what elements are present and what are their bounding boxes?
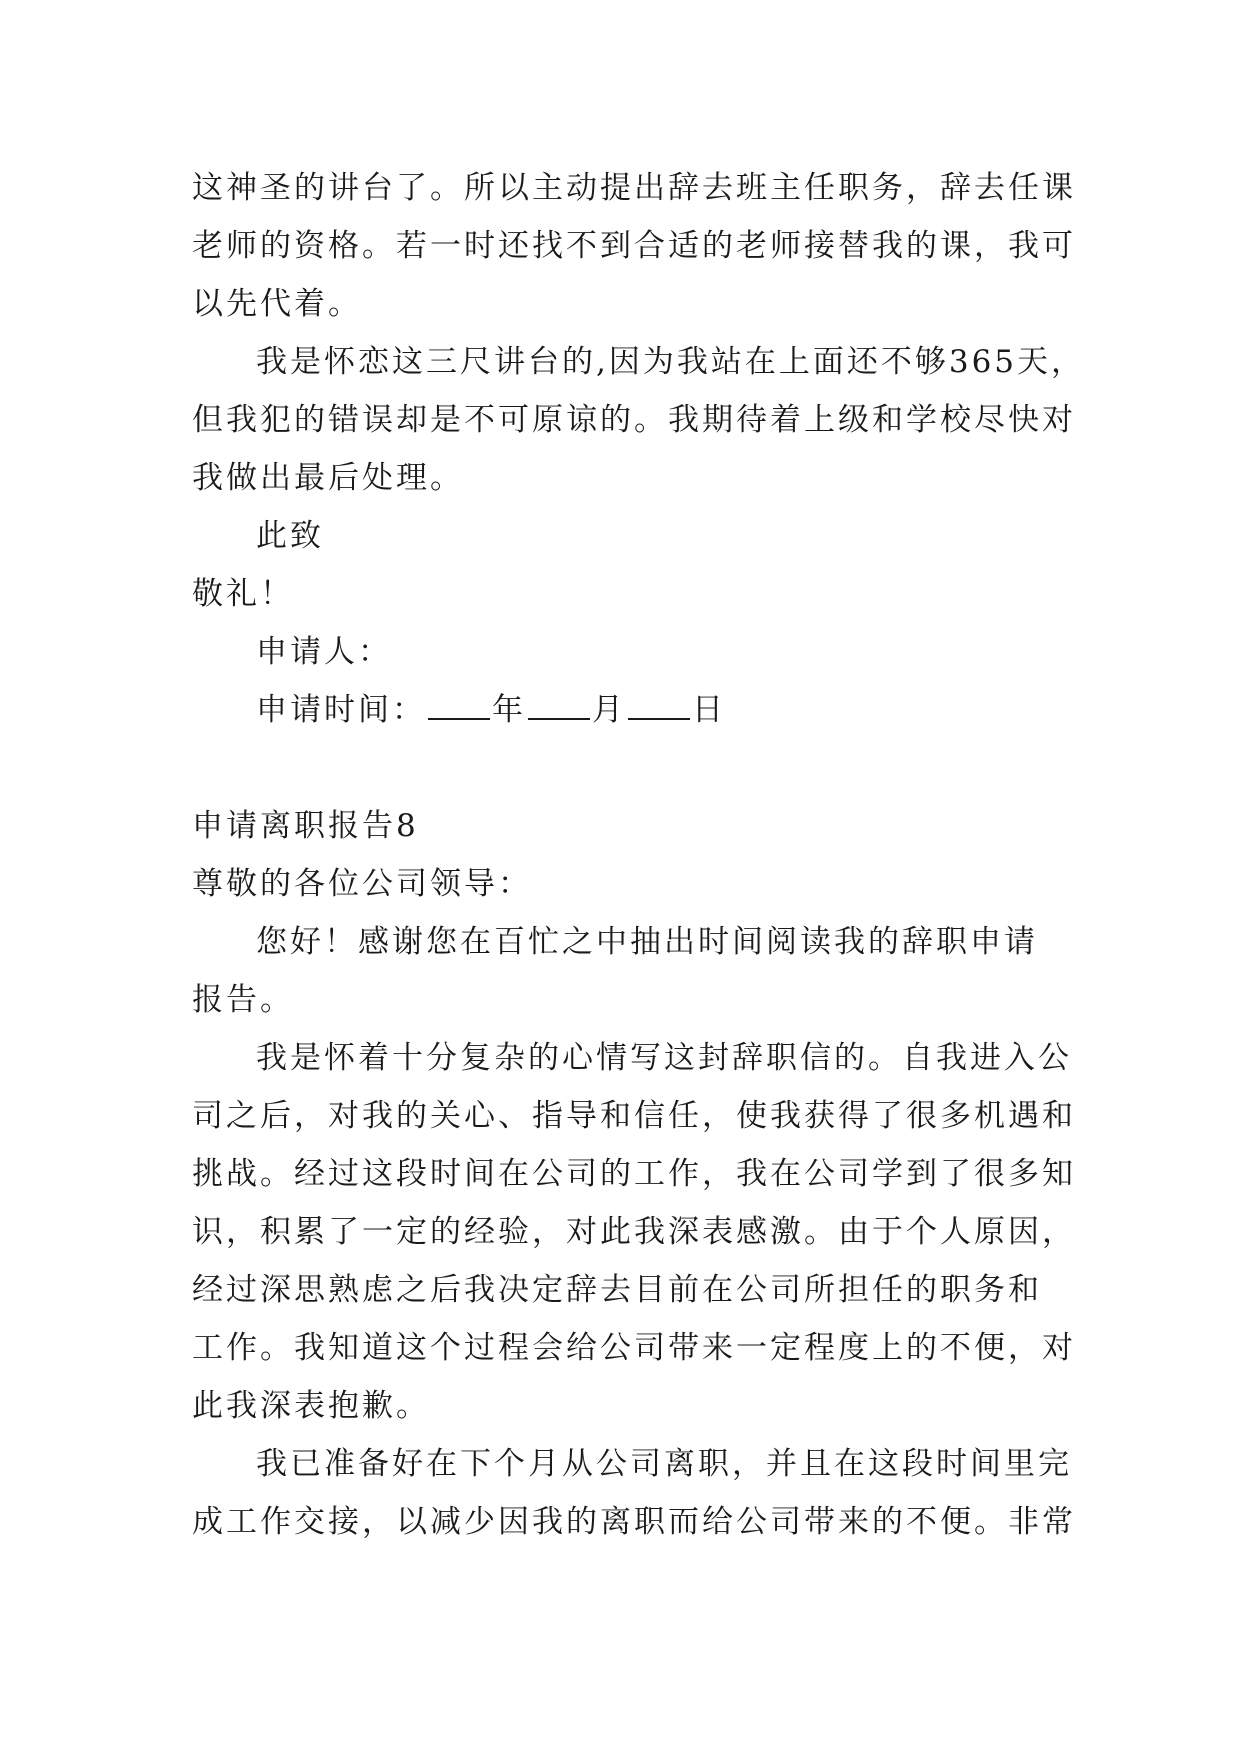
- paragraph-line: 以先代着。: [192, 286, 362, 322]
- paragraph-line: 您好！感谢您在百忙之中抽出时间阅读我的辞职申请: [256, 924, 1038, 960]
- paragraph-line: 挑战。经过这段时间在公司的工作，我在公司学到了很多知: [192, 1156, 1076, 1192]
- paragraph-line: 这神圣的讲台了。所以主动提出辞去班主任职务，辞去任课: [192, 170, 1076, 206]
- date-label: 申请时间：: [256, 692, 426, 728]
- previous-letter-ending: [192, 159, 1086, 739]
- month-label: 月: [592, 692, 626, 728]
- paragraph-line: 老师的资格。若一时还找不到合适的老师接替我的课，我可: [192, 228, 1076, 264]
- letter-title: 申请离职报告8: [192, 808, 419, 844]
- paragraph-line: 经过深思熟虑之后我决定辞去目前在公司所担任的职务和: [192, 1272, 1042, 1308]
- letter-8: [192, 797, 1076, 1551]
- paragraph-line: 工作。我知道这个过程会给公司带来一定程度上的不便，对: [192, 1330, 1076, 1366]
- paragraph-line: 我已准备好在下个月从公司离职，并且在这段时间里完: [256, 1446, 1072, 1482]
- paragraph-line: 识，积累了一定的经验，对此我深表感激。由于个人原因，: [192, 1214, 1076, 1250]
- paragraph-line: 司之后，对我的关心、指导和信任，使我获得了很多机遇和: [192, 1098, 1076, 1134]
- application-date-line: [192, 681, 1052, 739]
- day-blank: [628, 684, 690, 720]
- year-label: 年: [492, 692, 526, 728]
- month-blank: [528, 684, 590, 720]
- year-blank: [428, 684, 490, 720]
- paragraph-line: 报告。: [192, 982, 294, 1018]
- paragraph-line: 我是怀着十分复杂的心情写这封辞职信的。自我进入公: [256, 1040, 1072, 1076]
- paragraph-line: 成工作交接，以减少因我的离职而给公司带来的不便。非常: [192, 1504, 1076, 1540]
- closing-salute: 敬礼！: [192, 576, 294, 612]
- paragraph-line: 但我犯的错误却是不可原谅的。我期待着上级和学校尽快对: [192, 402, 1076, 438]
- applicant-label: 申请人：: [256, 634, 392, 670]
- closing-phrase: 此致: [256, 518, 324, 554]
- day-label: 日: [692, 692, 726, 728]
- paragraph-line: 我是怀恋这三尺讲台的,因为我站在上面还不够365天，: [256, 344, 1086, 380]
- paragraph-line: 我做出最后处理。: [192, 460, 464, 496]
- salutation: 尊敬的各位公司领导：: [192, 866, 532, 902]
- paragraph-line: 此我深表抱歉。: [192, 1388, 430, 1424]
